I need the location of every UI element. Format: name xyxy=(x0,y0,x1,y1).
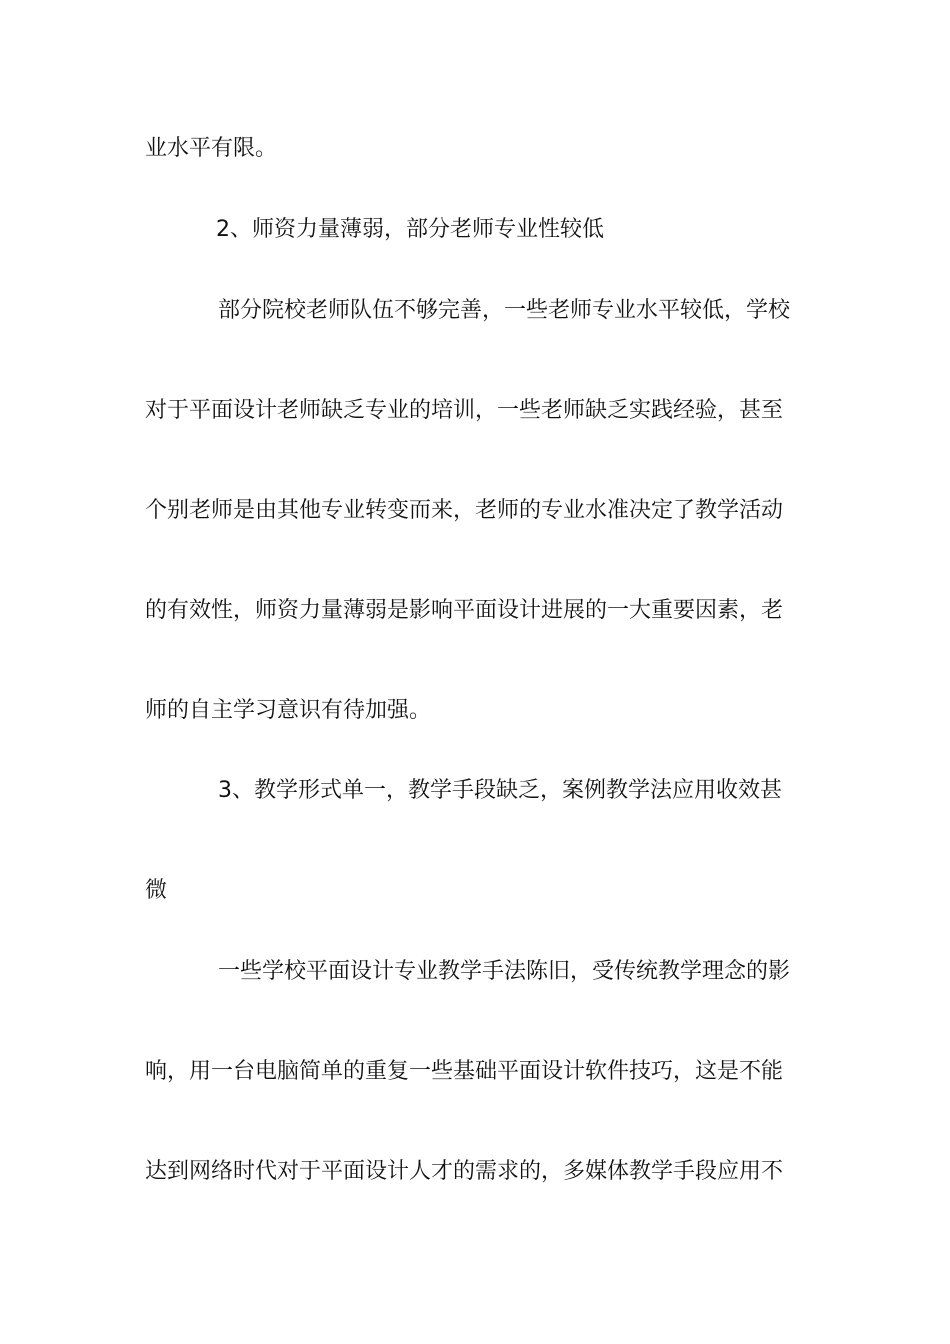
paragraph-line: 对于平面设计老师缺乏专业的培训，一些老师缺乏实践经验，甚至 xyxy=(145,398,784,423)
paragraph-line: 一些学校平面设计专业教学手法陈旧，受传统教学理念的影 xyxy=(218,959,791,984)
paragraph-line: 师的自主学习意识有待加强。 xyxy=(145,698,432,723)
section-heading: 3、教学形式单一，教学手段缺乏，案例教学法应用收效甚 xyxy=(218,778,782,803)
paragraph-line: 个别老师是由其他专业转变而来，老师的专业水准决定了教学活动 xyxy=(145,498,784,523)
section-heading-continuation: 微 xyxy=(145,878,168,903)
paragraph-line: 部分院校老师队伍不够完善，一些老师专业水平较低，学校 xyxy=(218,298,791,323)
section-heading: 2、师资力量薄弱，部分老师专业性较低 xyxy=(216,217,604,242)
paragraph-line: 响，用一台电脑简单的重复一些基础平面设计软件技巧，这是不能 xyxy=(145,1059,784,1084)
paragraph-line: 业水平有限。 xyxy=(145,136,278,161)
paragraph-line: 的有效性，师资力量薄弱是影响平面设计进展的一大重要因素，老 xyxy=(145,598,784,623)
paragraph-line: 达到网络时代对于平面设计人才的需求的，多媒体教学手段应用不 xyxy=(145,1159,784,1184)
